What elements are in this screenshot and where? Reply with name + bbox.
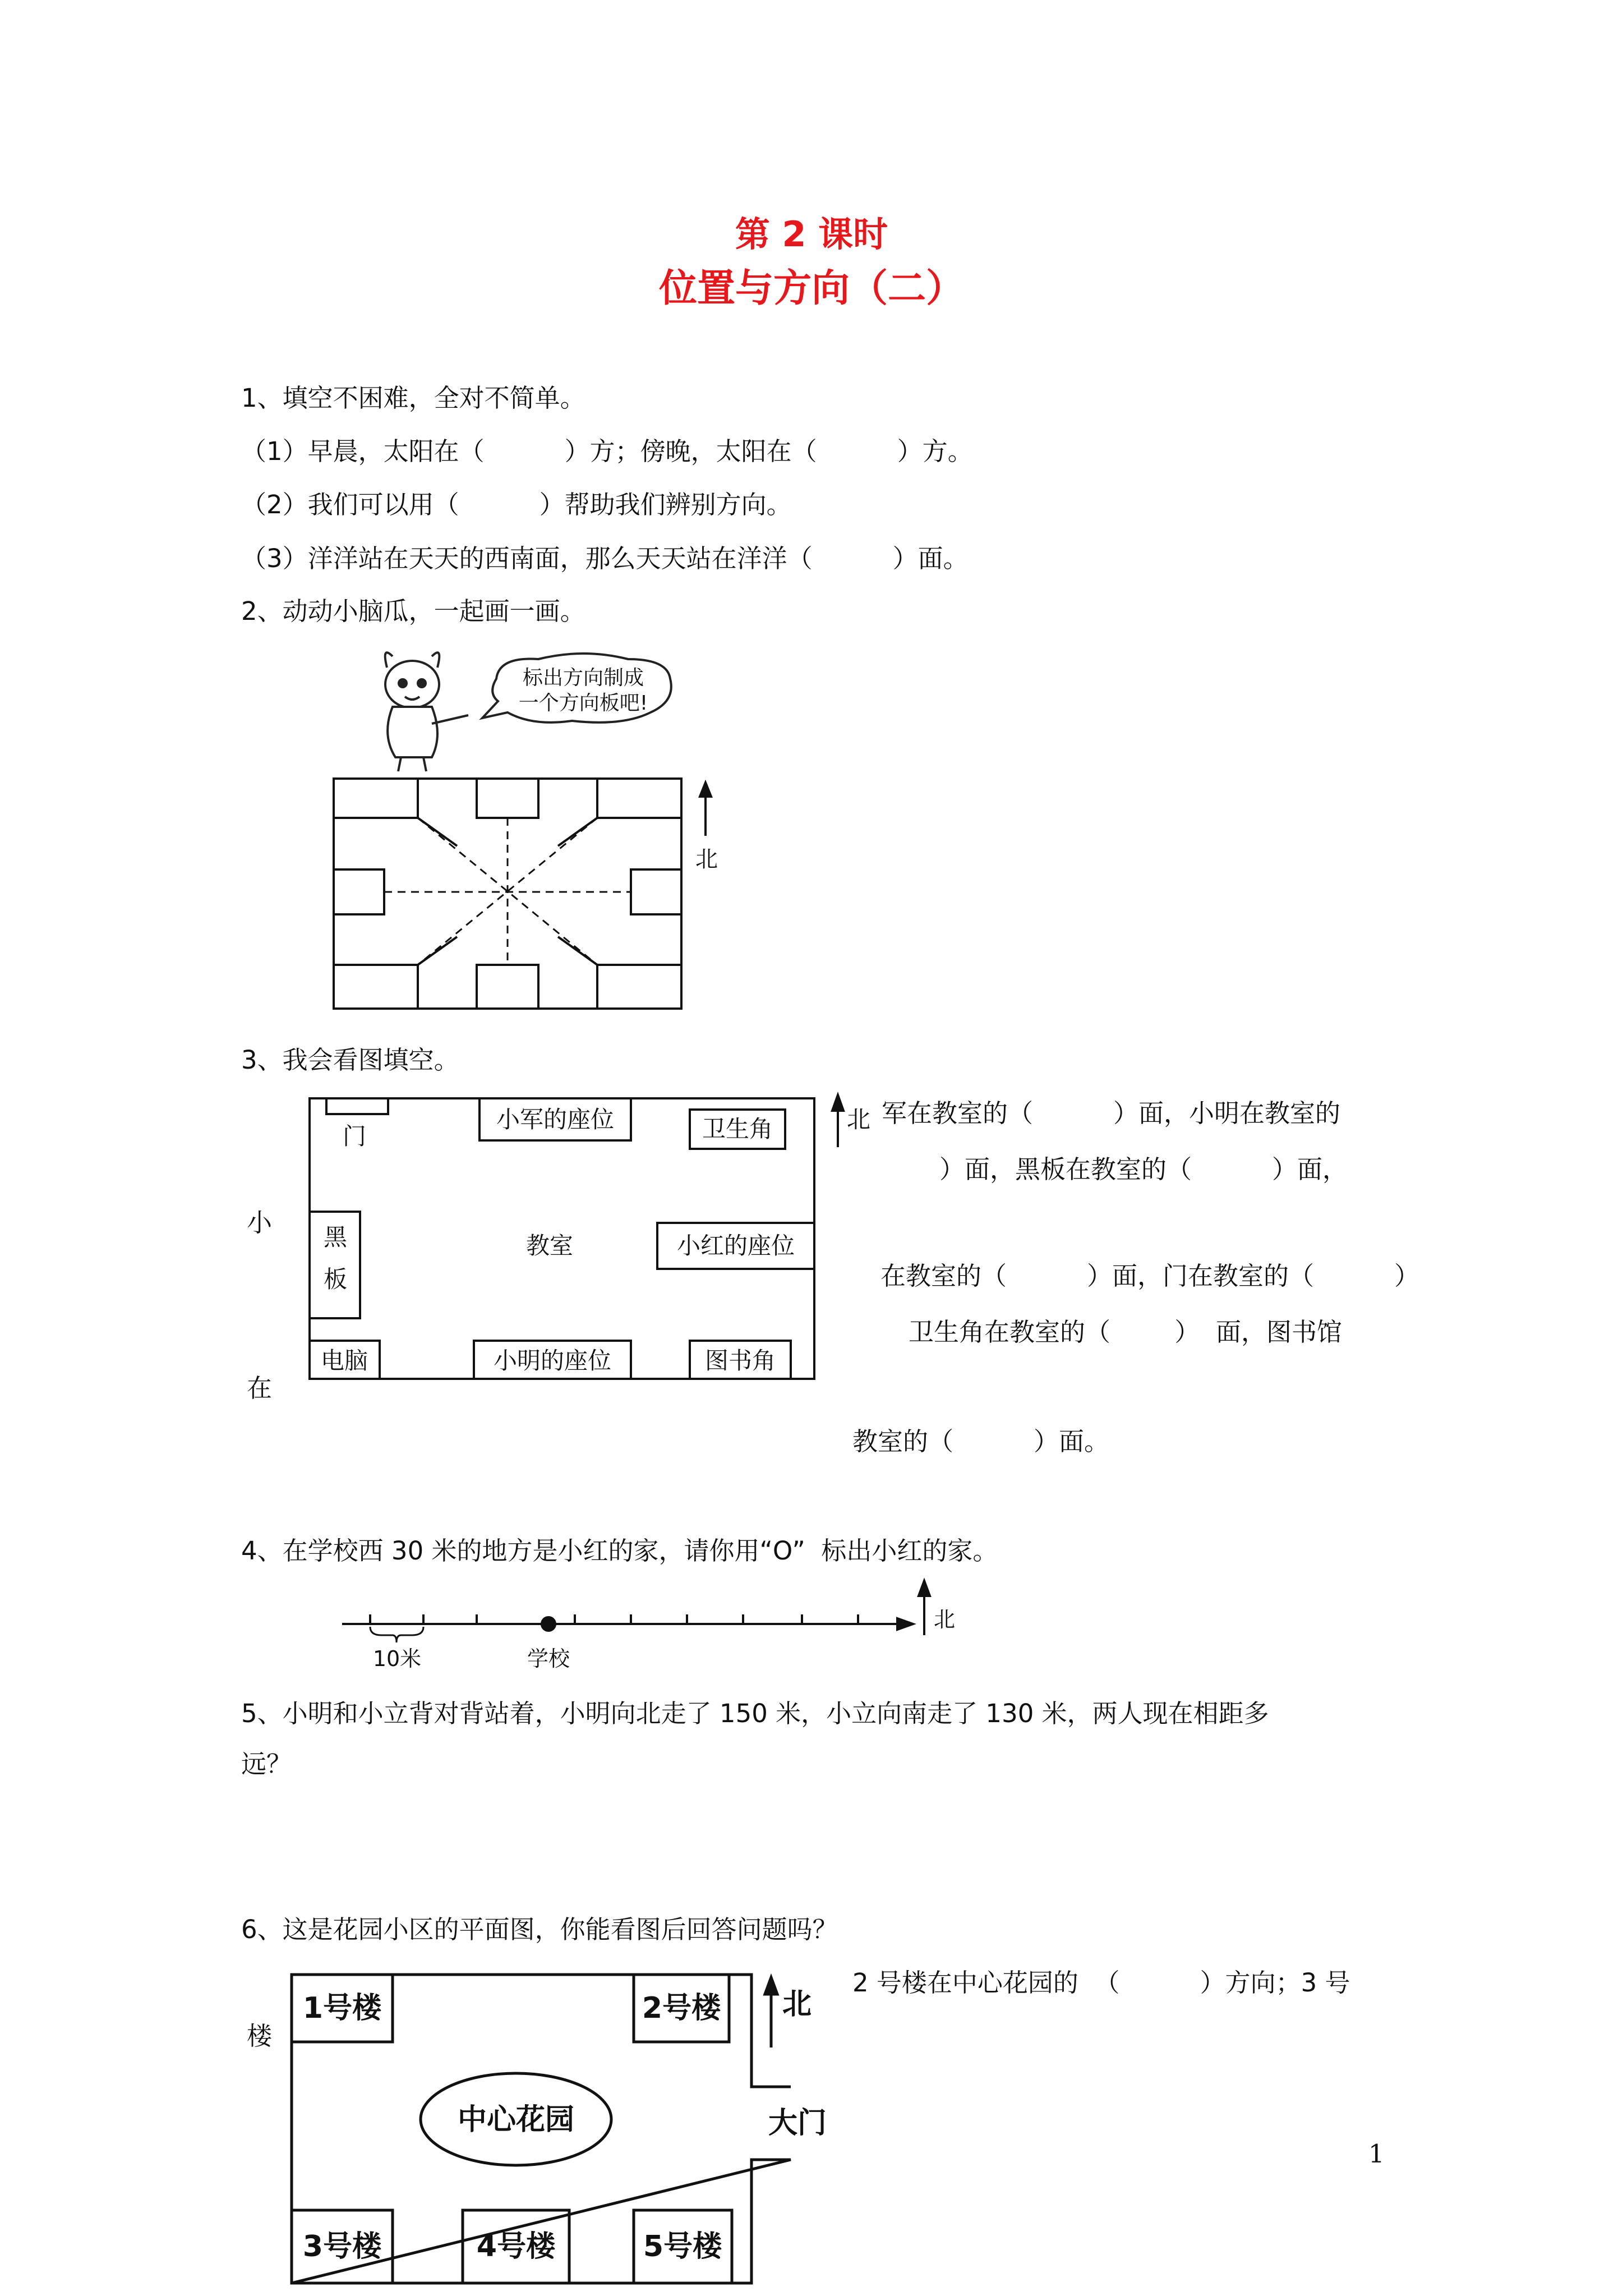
goat-cartoon-with-speech: [370, 645, 684, 774]
q1-heading: 1、填空不困难，全对不简单。: [241, 383, 585, 413]
building-3-label: 3号楼: [302, 2230, 382, 2263]
q3-text-line-3: 在教室的（ ）面，门在教室的（ ）: [880, 1261, 1420, 1291]
box-east: [631, 869, 681, 914]
lesson-title: 第 2 课时: [735, 214, 888, 255]
q4-heading: 4、在学校西 30 米的地方是小红的家，请你用“O” 标出小红的家。: [241, 1536, 998, 1566]
building-5-label: 5号楼: [643, 2230, 722, 2263]
q3-heading: 3、我会看图填空。: [241, 1045, 459, 1075]
q3-text-line-1: 军在教室的（ ）面，小明在教室的: [882, 1098, 1341, 1128]
q5-line-1: 5、小明和小立背对背站着，小明向北走了 150 米，小立向南走了 130 米，两人现在相距多: [241, 1699, 1269, 1728]
box-southwest: [334, 965, 418, 1009]
box-northeast: [597, 779, 681, 818]
line-arrowhead: [897, 1618, 913, 1630]
q3-text-line-5: 教室的（ ）面。: [852, 1427, 1110, 1456]
school-label: 学校: [527, 1646, 570, 1671]
q3-text-line-4: 卫生角在教室的（ ） 面，图书馆: [909, 1317, 1343, 1347]
q3-side-char-2: 在: [247, 1373, 273, 1403]
building-4-label: 4号楼: [476, 2230, 556, 2263]
school-dot: [542, 1617, 555, 1631]
classroom-map: [303, 1094, 864, 1386]
speech-line-2: 一个方向板吧!: [518, 692, 648, 715]
computer-label: 电脑: [320, 1347, 368, 1374]
q3-north-label: 北: [847, 1106, 871, 1133]
q3-text-line-2: ）面，黑板在教室的（ ）面，: [939, 1154, 1348, 1184]
scale-label: 10米: [372, 1646, 422, 1671]
north-arrow-icon: [919, 1581, 930, 1635]
box-west: [334, 869, 384, 914]
door-label: 门: [342, 1122, 367, 1150]
north-arrow-icon: [700, 783, 711, 836]
north-arrow-icon: [765, 1977, 777, 2047]
q4-north-label: 北: [934, 1607, 956, 1632]
q6-question-text: 2 号楼在中心花园的 （ ）方向；3 号: [852, 1968, 1350, 1998]
q2-heading: 2、动动小脑瓜，一起画一画。: [241, 596, 585, 626]
xiaoming-seat-label: 小明的座位: [493, 1347, 612, 1374]
dashed-guides: [384, 818, 631, 965]
scale-brace: [370, 1627, 423, 1642]
number-line-map: [336, 1571, 1009, 1677]
toilet-label: 卫生角: [702, 1115, 773, 1143]
classroom-label: 教室: [525, 1232, 574, 1259]
box-north: [477, 779, 538, 818]
garden-label: 中心花园: [457, 2103, 575, 2137]
gate-label: 大门: [768, 2106, 827, 2140]
q1-line-1: （1）早晨，太阳在（ ）方；傍晚，太阳在（ ）方。: [241, 436, 973, 466]
page-number: 1: [1368, 2139, 1385, 2169]
q3-side-char-1: 小: [247, 1208, 273, 1237]
north-arrow-icon: [832, 1095, 843, 1147]
q6-north-label: 北: [782, 1987, 812, 2021]
board-outline: [334, 779, 681, 1009]
box-south: [477, 965, 538, 1009]
q6-side-char: 楼: [247, 2021, 273, 2051]
box-northwest: [334, 779, 418, 818]
xiaojun-seat-label: 小军的座位: [496, 1106, 615, 1133]
direction-board: [331, 774, 751, 1015]
speech-line-1: 标出方向制成: [522, 666, 644, 689]
outer-wall-bottom: [292, 2160, 791, 2283]
q1-line-3: （3）洋洋站在天天的西南面，那么天天站在洋洋（ ）面。: [241, 544, 969, 573]
q5-line-2: 远？: [241, 1749, 292, 1779]
blackboard-label-1: 黑: [323, 1223, 348, 1251]
library-label: 图书角: [704, 1347, 776, 1374]
goat-icon: [385, 652, 468, 771]
door-box: [326, 1098, 388, 1114]
box-southeast: [597, 965, 681, 1009]
building-2-label: 2号楼: [642, 1991, 721, 2025]
q6-heading: 6、这是花园小区的平面图，你能看图后回答问题吗？: [241, 1915, 838, 1944]
blackboard-label-2: 板: [323, 1266, 348, 1293]
q1-line-2: （2）我们可以用（ ）帮助我们辨别方向。: [241, 490, 792, 519]
building-1-label: 1号楼: [302, 1991, 382, 2025]
xiaohong-seat-label: 小红的座位: [676, 1232, 795, 1259]
q3-north-arrow: [830, 1088, 880, 1156]
topic-title: 位置与方向（二）: [658, 266, 964, 311]
garden-community-map: [275, 1963, 847, 2289]
q2-north-label: 北: [695, 846, 718, 872]
